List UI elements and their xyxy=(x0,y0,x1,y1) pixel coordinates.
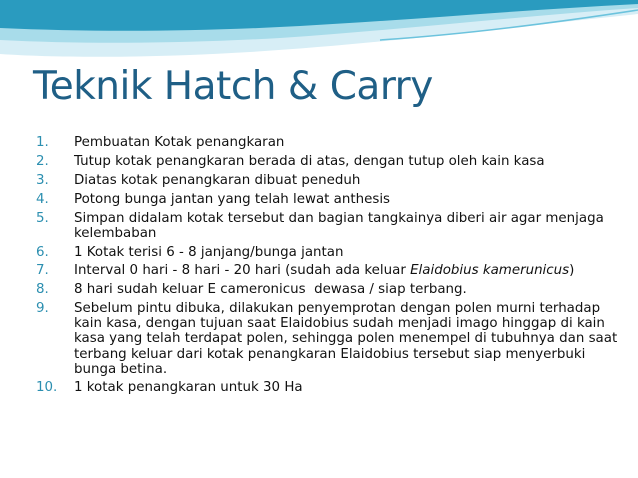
item-number: 9. xyxy=(36,301,49,317)
step-list xyxy=(36,135,626,399)
list-item xyxy=(36,173,626,188)
list-item xyxy=(36,192,626,207)
item-text: Simpan didalam kotak tersebut dan bagian tangkainya diberi air agar menjaga kelembaban xyxy=(74,210,604,241)
list-item xyxy=(36,282,626,297)
item-text: Potong bunga jantan yang telah lewat anthesis xyxy=(74,191,391,207)
item-number: 4. xyxy=(36,191,49,207)
item-text: Sebelum pintu dibuka, dilakukan penyemprotan dengan polen murni terhadap kain kasa, dengan tujuan saat Elaidobius sudah menjadi imago hinggap di kain kasa yang telah terdapat polen, sehingga polen menempel di tubuhnya dan saat terbang keluar dari kotak penangkaran Elaidobius tersebut siap menyerbuki bunga betina. xyxy=(74,301,618,377)
item-text: 1 Kotak terisi 6 - 8 janjang/bunga jantan xyxy=(74,244,344,260)
item-number: 8. xyxy=(36,282,49,298)
list-item xyxy=(36,211,626,241)
item-text xyxy=(74,263,626,278)
item-text-end: ) xyxy=(569,263,575,279)
list-item xyxy=(36,380,626,395)
list-item xyxy=(36,301,626,376)
item-text: Pembuatan Kotak penangkaran xyxy=(74,135,285,150)
item-number: 5. xyxy=(36,210,49,226)
item-number: 7. xyxy=(36,263,49,279)
item-text-start: Interval 0 hari - 8 hari - 20 hari (sudah ada keluar xyxy=(74,263,411,279)
slide-title: Teknik Hatch & Carry xyxy=(33,64,433,109)
list-item xyxy=(36,245,626,260)
item-text: 8 hari sudah keluar E cameronicus dewasa / siap terbang. xyxy=(74,282,467,298)
item-number: 3. xyxy=(36,172,49,188)
item-number: 1. xyxy=(36,135,49,150)
header-wave-decoration xyxy=(0,0,638,70)
item-text: Tutup kotak penangkaran berada di atas, dengan tutup oleh kain kasa xyxy=(74,153,545,169)
species-name-italic: Elaidobius kamerunicus xyxy=(410,263,570,279)
list-item xyxy=(36,135,626,150)
item-text: 1 kotak penangkaran untuk 30 Ha xyxy=(74,380,303,396)
list-item xyxy=(36,154,626,169)
item-number: 2. xyxy=(36,153,49,169)
list-item xyxy=(36,263,626,278)
item-text: Diatas kotak penangkaran dibuat peneduh xyxy=(74,172,361,188)
item-number: 6. xyxy=(36,244,49,260)
item-number: 10. xyxy=(36,380,58,396)
